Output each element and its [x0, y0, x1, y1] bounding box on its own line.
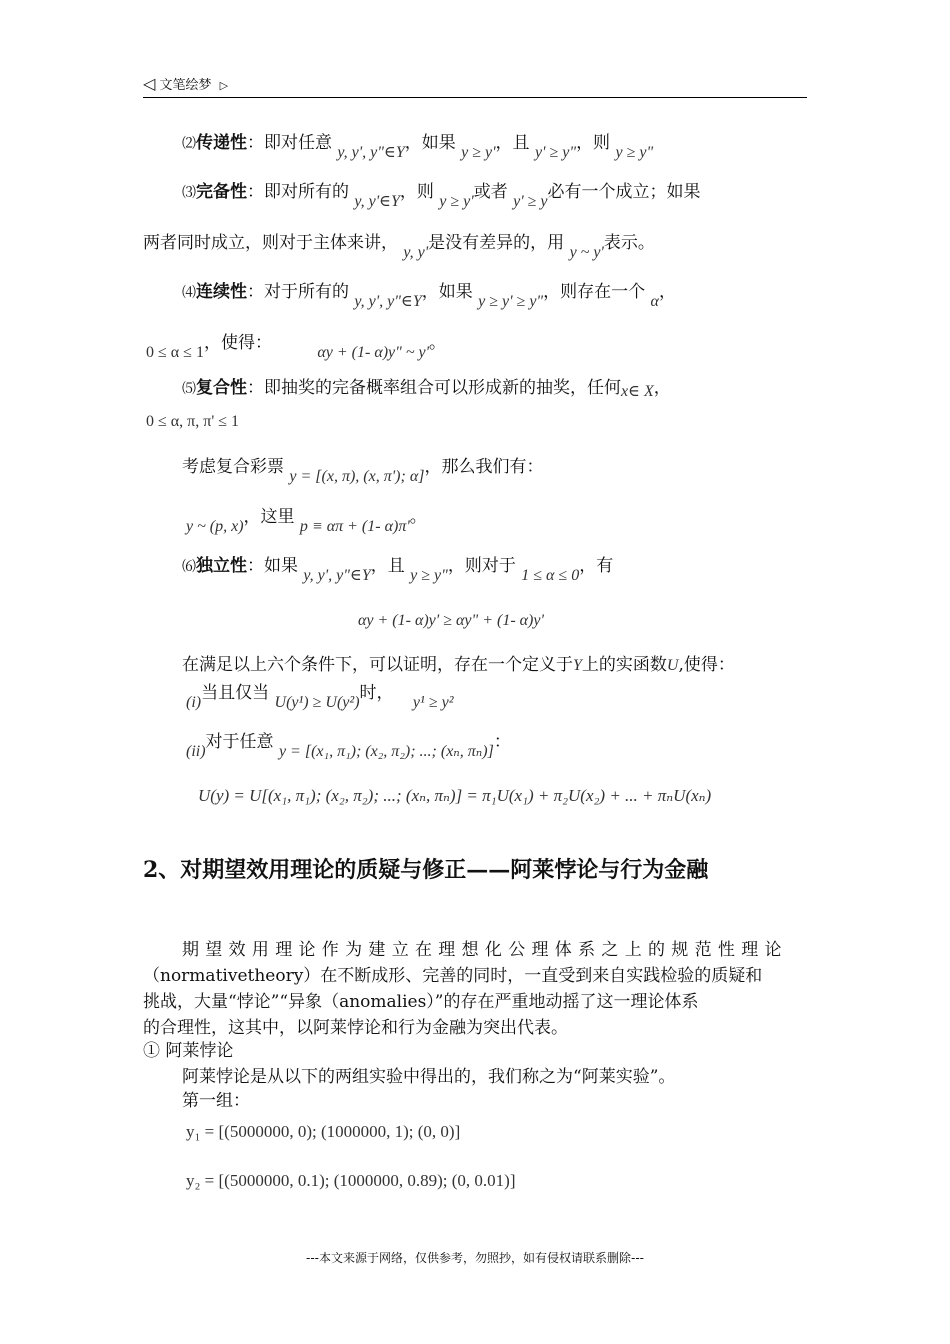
text: ：即对任意 — [247, 133, 332, 153]
theorem-part-ii — [186, 727, 511, 760]
header-brand: 文笔绘梦 — [159, 78, 212, 93]
text: ，且 — [495, 133, 530, 153]
math-expr: 0 ≤ α ≤ 1 — [146, 344, 204, 361]
paragraph-line: 挑战，大量“悖论”“异象（anomalies）”的存在严重地动摇了这一理论体系 — [143, 992, 699, 1012]
text: ，则存在一个 — [543, 282, 646, 302]
math-expr: y ~ (p, x) — [186, 518, 244, 535]
axiom-title: 连续性 — [196, 282, 247, 302]
axiom-number: ⑷ — [182, 285, 196, 301]
lottery-y2: y₂ = [(5000000, 0.1); (1000000, 0.89); (0, 0.01)] — [186, 1171, 516, 1190]
math-expr: U(y¹) ≥ U(y²) — [274, 694, 360, 711]
axiom-transitivity — [182, 128, 654, 161]
text: 考虑复合彩票 — [182, 457, 284, 477]
text: ，有 — [579, 556, 614, 576]
text: ,使得： — [678, 655, 735, 675]
text: ，这里 — [243, 507, 295, 527]
math-expr: (i) — [186, 694, 202, 711]
section-heading: 2、对期望效用理论的质疑与修正——阿莱悖论与行为金融 — [143, 857, 709, 883]
text: 。 — [409, 507, 427, 527]
axiom-number: ⑸ — [182, 381, 196, 397]
list-item-allais: ① 阿莱悖论 — [143, 1041, 234, 1061]
paragraph-line: （normativetheory）在不断成形、完善的同时，一直受到来自实践检验的质疑和 — [143, 966, 763, 986]
text: ：即对所有的 — [247, 182, 349, 202]
text: ， — [658, 282, 676, 302]
axiom-completeness-line2 — [143, 228, 655, 261]
text: 上的实函数 — [581, 655, 667, 675]
math-expr: y ≥ y" — [410, 567, 448, 584]
math-expr: y ~ y' — [569, 244, 604, 261]
math-expr: α — [650, 293, 659, 310]
text: 表示。 — [603, 233, 655, 253]
math-expr: y ≥ y" — [615, 144, 654, 161]
theorem-intro — [182, 650, 735, 675]
left-triangle-icon: ◁ — [143, 74, 156, 93]
math-expr: y, y' — [403, 244, 429, 261]
math-expr: y, y', y"∈Y — [303, 567, 371, 584]
theorem-part-i — [186, 678, 454, 711]
text: ，如果 — [421, 282, 473, 302]
axiom-title: 独立性 — [196, 556, 247, 576]
math-expr: y ≥ y' — [461, 144, 496, 161]
lottery-y1: y₁ = [(5000000, 0); (1000000, 1); (0, 0)] — [186, 1122, 461, 1141]
math-expr: y' ≥ y" — [534, 144, 577, 161]
math-expr: y ≥ y' — [439, 193, 474, 210]
axiom-title: 完备性 — [196, 182, 247, 202]
footer-note: ---本文来源于网络，仅供参考，勿照抄，如有侵权请联系删除--- — [306, 1251, 644, 1265]
axiom-title: 传递性 — [196, 133, 247, 153]
axiom-number: ⑹ — [182, 559, 196, 575]
axiom-compound — [182, 373, 671, 398]
text: ， — [653, 378, 671, 398]
text: ，则对于 — [447, 556, 516, 576]
text: 时， — [359, 683, 394, 703]
text: ：如果 — [247, 556, 298, 576]
text: ，如果 — [404, 133, 456, 153]
page-header — [143, 74, 228, 93]
compound-lottery-line — [182, 452, 544, 485]
math-expr: y¹ ≥ y² — [412, 694, 454, 711]
text: ，则 — [399, 182, 434, 202]
math-expr: y' ≥ y — [513, 193, 548, 210]
header-rule — [143, 97, 807, 98]
text: ，则 — [576, 133, 611, 153]
text: ，使得： — [203, 333, 272, 353]
math-expr: Y — [573, 657, 582, 674]
axiom-continuity — [182, 277, 676, 310]
math-expr: y, y'∈Y — [354, 193, 400, 210]
text: ： — [493, 732, 511, 752]
math-expr: y, y', y"∈Y — [354, 293, 422, 310]
text: 必有一个成立；如果 — [547, 182, 701, 202]
text: 对于任意 — [205, 732, 274, 752]
math-expr: y = [(x, π), (x, π'); α] — [289, 468, 425, 485]
math-expr: 1 ≤ α ≤ 0 — [521, 567, 580, 584]
compound-result-line — [186, 502, 427, 535]
math-expr: (ii) — [186, 743, 206, 760]
math-expr: y, y', y"∈Y — [337, 144, 405, 161]
math-expr: p ≡ απ + (1- α)π' — [299, 518, 410, 535]
math-expr: y = [(x₁, π₁); (x₂, π₂); ...; (xₙ, πₙ)] — [278, 743, 494, 760]
axiom-completeness — [182, 177, 701, 210]
math-expr: 0 ≤ α, π, π' ≤ 1 — [146, 413, 239, 430]
math-expr: U — [666, 657, 679, 674]
paragraph-line: 阿莱悖论是从以下的两组实验中得出的，我们称之为“阿莱实验”。 — [182, 1067, 676, 1087]
independence-equation: αy + (1- α)y' ≥ αy" + (1- α)y' — [358, 612, 544, 629]
text: ：对于所有的 — [247, 282, 349, 302]
right-triangle-icon: ▷ — [219, 79, 229, 92]
group-label: 第一组： — [182, 1091, 250, 1111]
math-expr: αy + (1- α)y" ~ y' — [317, 344, 430, 361]
expected-utility-equation: U(y) = U[(x₁, π₁); (x₂, π₂); ...; (xₙ, πₙ)] = π₁U(x₁) + π₂U(x₂) + ... + πₙU(xₙ) — [198, 786, 712, 805]
text: 当且仅当 — [201, 683, 270, 703]
paragraph-line: 的合理性，这其中，以阿莱悖论和行为金融为突出代表。 — [143, 1018, 568, 1038]
axiom-continuity-line2 — [146, 328, 447, 361]
text: ：即抽奖的完备概率组合可以形成新的抽奖，任何 — [247, 378, 621, 398]
text: 在满足以上六个条件下，可以证明，存在一个定义于 — [182, 655, 573, 675]
axiom-number: ⑶ — [182, 185, 196, 201]
text: 两者同时成立，则对于主体来讲， — [143, 233, 398, 253]
text: 或者 — [473, 182, 508, 202]
text: ，且 — [370, 556, 405, 576]
text: ，那么我们有： — [424, 457, 544, 477]
math-expr: x∈ X — [621, 383, 654, 400]
text: 是没有差异的，用 — [428, 233, 565, 253]
text: 。 — [429, 333, 447, 353]
axiom-compound-range — [146, 413, 239, 431]
axiom-number: ⑵ — [182, 136, 196, 152]
axiom-title: 复合性 — [196, 378, 247, 398]
paragraph-line: 期望效用理论作为建立在理想化公理体系之上的规范性理论 — [182, 940, 788, 960]
axiom-independence — [182, 551, 614, 584]
math-expr: y ≥ y' ≥ y" — [478, 293, 544, 310]
